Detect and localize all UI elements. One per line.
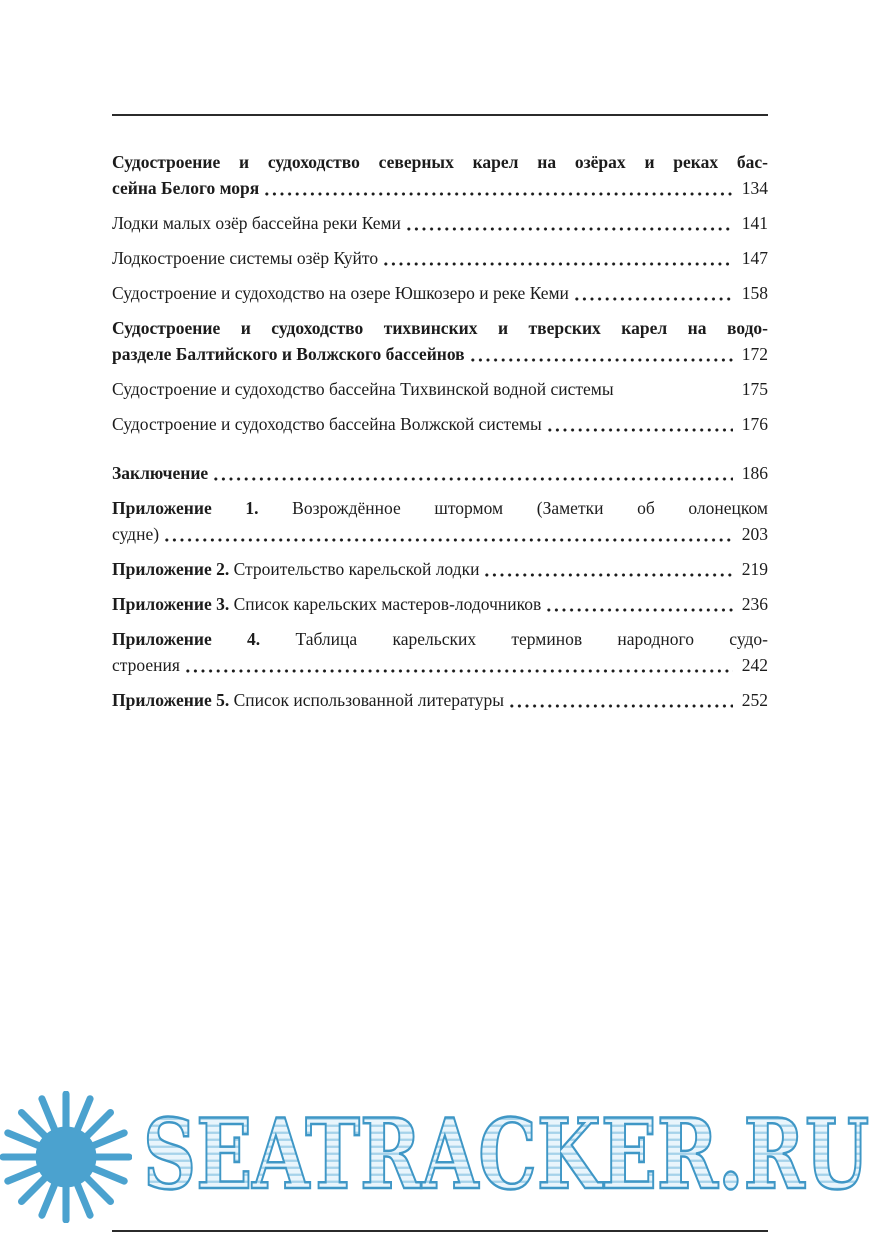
dot-leader: [384, 262, 733, 266]
entry-label: Приложение 5.: [112, 690, 230, 710]
page-number: 186: [741, 463, 768, 483]
page-number: 175: [741, 379, 768, 399]
table-of-contents: [112, 149, 768, 722]
entry-title-line: разделе Балтийского и Волжского бассейнов: [112, 344, 465, 364]
toc-entry: [112, 626, 768, 678]
entry-title: Таблица карельских терминов народного судо-: [295, 629, 768, 649]
entry-label: Приложение 1.: [112, 498, 259, 518]
toc-entry: [112, 315, 768, 367]
entry-title: Лодкостроение системы озёр Куйто: [112, 248, 379, 268]
entry-title-line: Судостроение и судоходство северных карел на озёрах и реках бас-: [112, 152, 768, 172]
toc-entry: [112, 495, 768, 547]
dot-leader: [510, 704, 733, 708]
entry-title-line: сейна Белого моря: [112, 178, 260, 198]
toc-entry: [112, 245, 768, 271]
entry-label: Приложение 2.: [112, 559, 230, 579]
entry-label: Заключение: [112, 463, 209, 483]
page-number: 176: [741, 414, 768, 434]
entry-label: Приложение 4.: [112, 629, 261, 649]
entry-title: Список карельских мастеров-лодочников: [233, 594, 542, 614]
toc-entry: [112, 210, 768, 236]
dot-leader: [165, 538, 733, 542]
page-number: 236: [741, 594, 768, 614]
dot-leader: [620, 393, 733, 397]
entry-title: Список использованной литературы: [233, 690, 504, 710]
entry-title: Судостроение и судоходство на озере Юшкозеро и реке Кеми: [112, 283, 569, 303]
entry-title-line: [112, 495, 768, 521]
entry-title-line: строения: [112, 655, 180, 675]
entry-title-line: [112, 626, 768, 652]
page-number: 242: [741, 655, 768, 675]
sun-icon: [0, 1091, 132, 1223]
dot-leader: [407, 227, 733, 231]
toc-entry: [112, 460, 768, 486]
toc-entry: [112, 591, 768, 617]
entry-title: Судостроение и судоходство бассейна Волжской системы: [112, 414, 542, 434]
page-number: 141: [741, 213, 768, 233]
entry-label: Приложение 3.: [112, 594, 230, 614]
entry-title: Строительство карельской лодки: [233, 559, 480, 579]
bottom-rule: [112, 1230, 768, 1232]
toc-entry: [112, 376, 768, 402]
page-number: 203: [741, 524, 768, 544]
toc-entry: [112, 149, 768, 201]
top-rule: [112, 114, 768, 116]
page-number: 158: [741, 283, 768, 303]
toc-entry: [112, 411, 768, 437]
page-number: 147: [741, 248, 768, 268]
watermark: [0, 1086, 880, 1228]
toc-entry: [112, 556, 768, 582]
watermark-text: SEATRACKER.RU: [143, 1101, 869, 1211]
dot-leader: [186, 669, 733, 673]
page-number: 172: [741, 344, 768, 364]
dot-leader: [575, 297, 733, 301]
entry-title: Судостроение и судоходство бассейна Тихвинской водной системы: [112, 379, 614, 399]
toc-entry: [112, 687, 768, 713]
dot-leader: [485, 573, 733, 577]
watermark-text-graphic: [132, 1101, 880, 1213]
entry-title: Возрождённое штормом (Заметки об олонецком: [292, 498, 768, 518]
entry-title: Лодки малых озёр бассейна реки Кеми: [112, 213, 401, 233]
entry-title-line: судне): [112, 524, 160, 544]
dot-leader: [548, 428, 733, 432]
entry-title-line: Судостроение и судоходство тихвинских и тверских карел на водо-: [112, 318, 768, 338]
page-number: 134: [741, 178, 768, 198]
dot-leader: [214, 477, 733, 481]
dot-leader: [471, 358, 733, 362]
dot-leader: [547, 608, 733, 612]
dot-leader: [265, 192, 733, 196]
toc-entry: [112, 280, 768, 306]
page-number: 252: [741, 690, 768, 710]
page-number: 219: [741, 559, 768, 579]
